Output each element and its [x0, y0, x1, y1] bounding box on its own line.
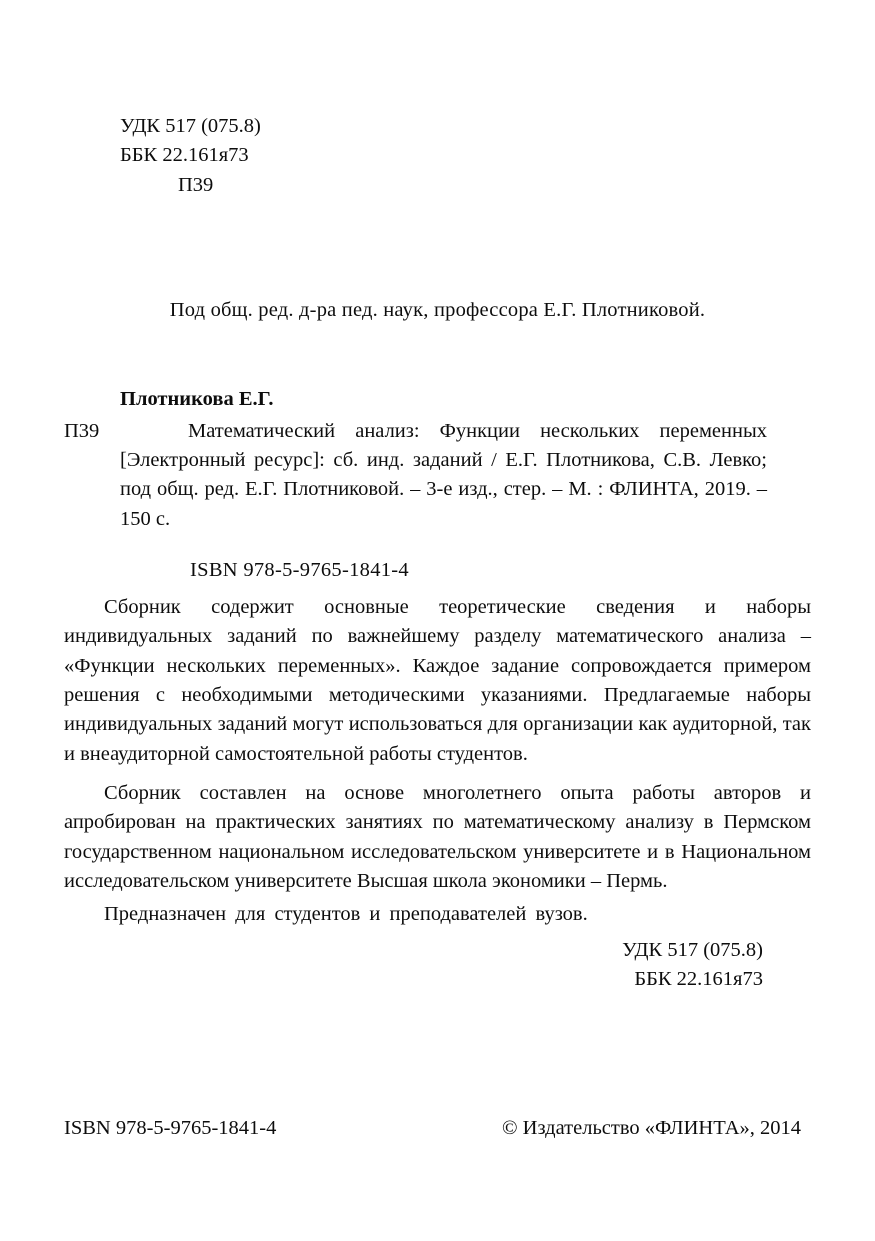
author-sign-margin: П39 — [64, 419, 100, 442]
annotation-paragraph-2: Сборник составлен на основе многолетнего опыта работы авторов и апробирован на практических занятиях по математическому анализу в Пермском государственном национальном исследовательском университете и в Национальном исследовательском университете Высшая школа экономики – Пермь. — [64, 782, 811, 892]
isbn-bottom: ISBN 978-5-9765-1841-4 — [64, 1116, 277, 1139]
author-name: Плотникова Е.Г. — [120, 388, 274, 411]
classification-block-bottom — [64, 936, 763, 995]
author-sign-top: П39 — [178, 173, 214, 196]
annotation-paragraph-1: Сборник содержит основные теоретические сведения и наборы индивидуальных заданий по важнейшему разделу математического анализа – «Функции нескольких переменных». Каждое задание сопровождается примером решения с необходимыми методическими указаниями. Предлагаемые наборы индивидуальных заданий могут использоваться для организации как аудиторной, так и внеаудиторной самостоятельной работы студентов. — [64, 596, 811, 765]
bbk-bottom: ББК 22.161я73 — [634, 967, 763, 990]
isbn-line: ISBN 978-5-9765-1841-4 — [190, 558, 409, 581]
udk-top: УДК 517 (075.8) — [120, 115, 261, 137]
udk-bottom: УДК 517 (075.8) — [622, 938, 763, 961]
bibliographic-entry — [64, 417, 811, 534]
bbk-top: ББК 22.161я73 — [120, 144, 249, 167]
bibliographic-description: Математический анализ: Функции нескольких переменных [Электронный ресурс]: сб. инд. заданий / Е.Г. Плотникова, С.В. Левко; под общ. ред. Е.Г. Плотниковой. – 3-е изд., стер. – М. : ФЛИНТА, 2019. – 150 с. — [120, 419, 767, 530]
imprint-footer — [64, 1114, 811, 1143]
classification-block-top — [120, 112, 811, 200]
editor-line: Под общ. ред. д-ра пед. наук, профессора Е.Г. Плотниковой. — [169, 298, 706, 321]
copyright-line: © Издательство «ФЛИНТА», 2014 — [501, 1116, 801, 1139]
audience-line: Предназначен для студентов и преподавателей вузов. — [104, 903, 588, 926]
